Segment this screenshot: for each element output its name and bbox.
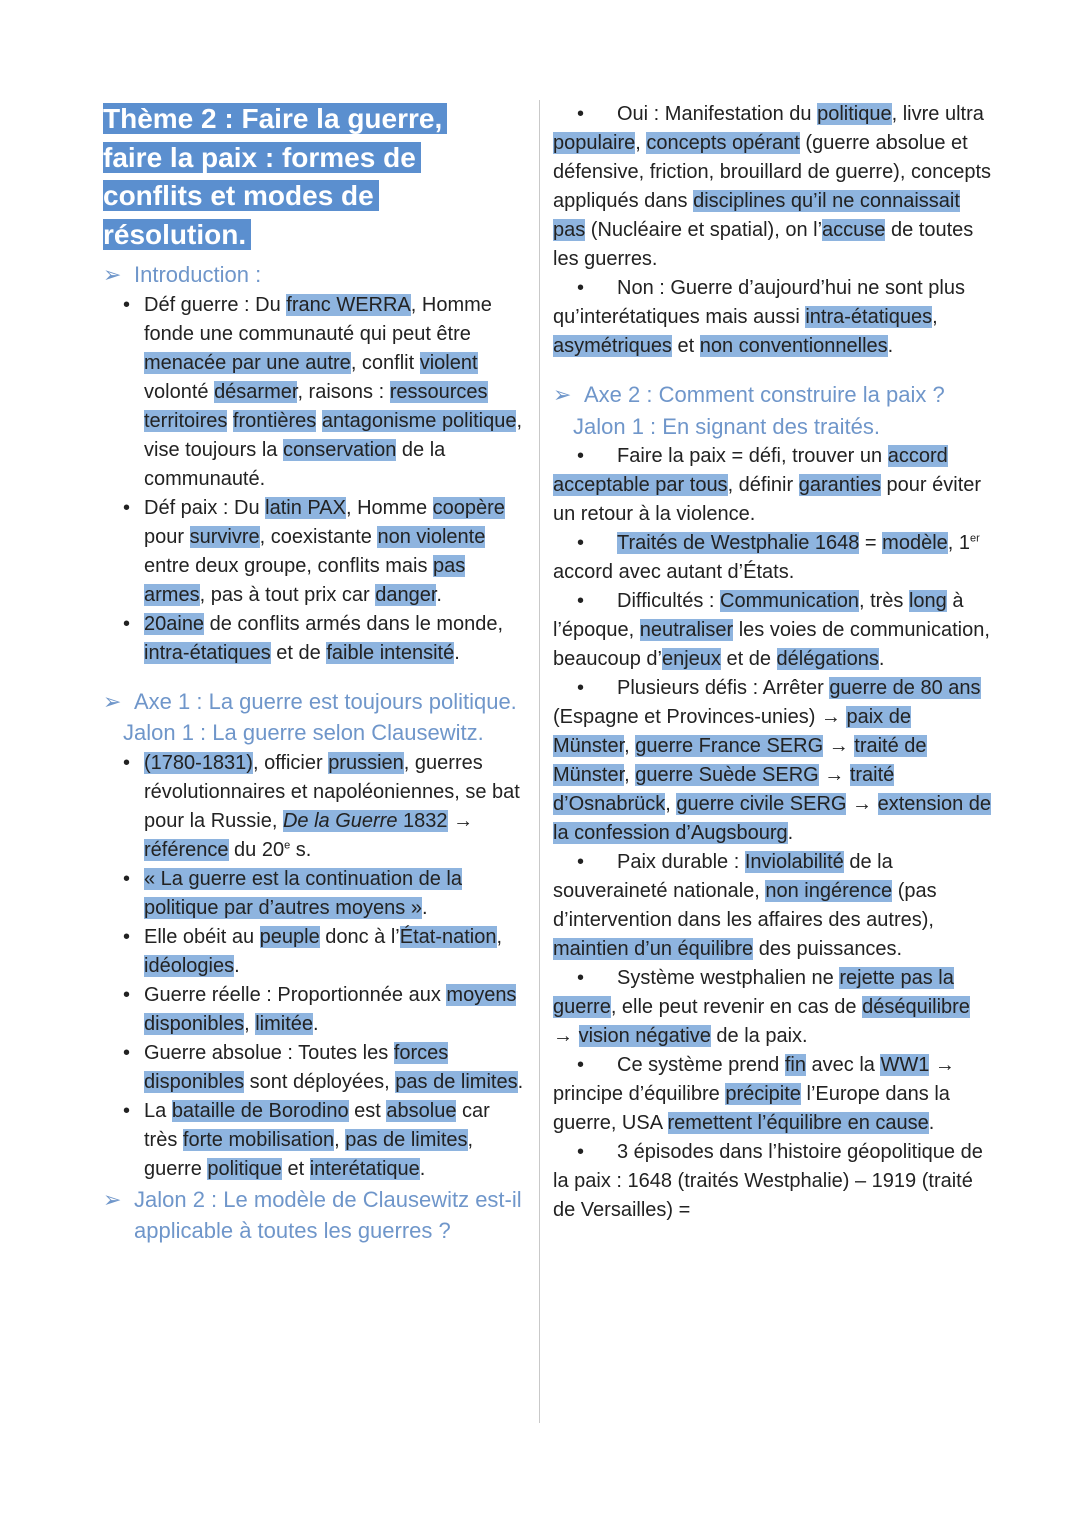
text-run: ,: [932, 306, 938, 328]
bullet-icon: •: [123, 1041, 131, 1064]
text-run: et de: [720, 648, 777, 670]
text-run: Guerre absolue : Toutes les: [144, 1041, 394, 1064]
highlighted-text: franc WERRA: [286, 293, 411, 316]
highlighted-text: modèle: [882, 532, 948, 554]
text-run: →: [447, 809, 474, 832]
highlighted-text: fin: [784, 1054, 806, 1076]
paragraph: [553, 587, 993, 674]
highlighted-text: intra-étatiques: [805, 306, 933, 328]
highlighted-text: pas armes: [144, 554, 466, 606]
text-run: Faire la paix = défi, trouver un: [617, 445, 888, 467]
item-text: [144, 497, 505, 606]
text-run: .: [234, 954, 240, 977]
text-run: .: [878, 648, 885, 670]
text-run: .: [419, 1157, 426, 1180]
highlighted-text: forces disponibles: [144, 1041, 449, 1093]
highlighted-text: paix de Münster: [553, 706, 911, 757]
text-run: et de: [270, 641, 327, 664]
bullet-icon: •: [577, 851, 585, 873]
text-run: , guerre: [144, 1128, 474, 1180]
highlighted-text: disciplines qu’il ne connaissait pas: [553, 190, 960, 241]
heading-jalon-2: ➢ Jalon 2 : Le modèle de Clausewitz est-il applicable à toutes les guerres ?: [103, 1184, 528, 1247]
text-run: (Espagne et Provinces-unies) →: [553, 706, 847, 728]
text-run: ,: [665, 793, 677, 815]
paragraph: [553, 1051, 993, 1138]
text-run: , livre ultra: [891, 103, 984, 125]
text-run: Plusieurs défis : Arrêter: [617, 677, 830, 699]
text-run: Elle obéit au: [144, 925, 260, 948]
top-paragraphs: [553, 100, 993, 361]
highlighted-text: guerre Suède SERG: [635, 764, 819, 786]
highlighted-text: déséquilibre: [862, 996, 970, 1018]
highlighted-text: moyens disponibles: [144, 983, 517, 1035]
list-item: [103, 1097, 528, 1184]
text-run: de la communauté.: [144, 438, 446, 490]
text-run: de la souveraineté nationale,: [553, 851, 893, 902]
bullet-icon: •: [577, 277, 585, 299]
text-run: ,: [624, 735, 636, 757]
item-text: [144, 752, 520, 861]
highlighted-text: traité de Münster: [553, 735, 927, 786]
highlighted-text: non conventionnelles: [699, 335, 888, 357]
superscript: e: [284, 838, 291, 851]
text-run: , elle peut revenir en cas de: [610, 996, 863, 1018]
paragraph: [553, 964, 993, 1051]
highlighted-text: latin PAX: [265, 496, 346, 519]
text-run: Guerre réelle : Proportionnée aux: [144, 983, 447, 1006]
text-run: s.: [290, 838, 312, 861]
list-item: [103, 749, 528, 865]
text-run: , définir: [727, 474, 799, 496]
bullet-icon: •: [577, 532, 585, 554]
item-text: [144, 294, 522, 490]
list-item: [103, 981, 528, 1039]
list-item: [103, 865, 528, 923]
text-run: .: [454, 641, 460, 664]
highlighted-text: accord acceptable par tous: [553, 445, 948, 496]
text-run: .: [517, 1070, 524, 1093]
list-item: [103, 494, 528, 610]
text-run: Difficultés :: [617, 590, 720, 612]
highlighted-text: guerre de 80 ans: [829, 677, 981, 699]
text-run: , 1: [947, 532, 971, 554]
highlighted-text: WW1: [880, 1054, 930, 1076]
bullet-icon: •: [577, 967, 585, 989]
list-item: [103, 923, 528, 981]
highlighted-text: (1780-1831): [144, 751, 253, 774]
text-run: .: [313, 1012, 319, 1035]
text-run: .: [787, 822, 794, 844]
text-run: (guerre absolue et défensive, friction, brouillard de guerre), concepts appliqués dans: [553, 132, 992, 212]
highlighted-text: traité d’Osnabrück: [553, 764, 895, 815]
highlighted-text: pas de limites: [345, 1128, 468, 1151]
text-run: La: [144, 1099, 172, 1122]
text-run: , pas à tout prix car: [199, 583, 376, 606]
text-run: →: [553, 1025, 579, 1047]
highlighted-text: frontières: [232, 409, 317, 432]
text-run: donc à l’: [319, 925, 400, 948]
text-run: →: [846, 793, 878, 815]
text-run: , coexistante: [259, 525, 378, 548]
bullet-icon: •: [123, 1099, 131, 1122]
paragraph: [553, 274, 993, 361]
text-run: .: [928, 1112, 935, 1134]
list-item: [103, 291, 528, 494]
title-line: Thème 2 : Faire la guerre,: [103, 103, 447, 134]
item-text: [144, 868, 462, 919]
highlighted-text: extension de la confession d’Augsbourg: [553, 793, 992, 844]
text-run: de conflits armés dans le monde,: [204, 612, 504, 635]
highlighted-text: 20aine: [144, 612, 205, 635]
text-run: des puissances.: [753, 938, 903, 960]
bullet-icon: •: [123, 496, 131, 519]
text-run: Ce système prend: [617, 1054, 785, 1076]
list-item: [103, 610, 528, 668]
bullet-icon: •: [123, 983, 131, 1006]
text-run: (Nucléaire et spatial), on l’: [585, 219, 823, 241]
bullet-icon: •: [123, 612, 131, 635]
highlighted-text: désarmer: [214, 380, 298, 403]
highlighted-text: long: [908, 590, 947, 612]
highlighted-text: État-nation: [399, 925, 497, 948]
text-run: à l’époque,: [553, 590, 964, 641]
text-run: , conflit: [350, 351, 420, 374]
bullet-icon: •: [577, 1141, 585, 1163]
bullet-icon: •: [577, 590, 585, 612]
paragraph: [553, 674, 993, 848]
text-run: pour: [144, 525, 190, 548]
highlighted-text: populaire: [553, 132, 636, 154]
highlighted-text: forte mobilisation: [182, 1128, 335, 1151]
list-item: [103, 1039, 528, 1097]
left-column: [103, 100, 528, 1247]
highlighted-text: garanties: [798, 474, 881, 496]
text-run: →: [823, 735, 855, 757]
paix-paragraphs: [553, 442, 993, 1225]
text-run: de toutes les guerres.: [553, 219, 974, 270]
heading-axe-2: ➢ Axe 2 : Comment construire la paix ?: [553, 379, 993, 411]
paragraph: [553, 442, 993, 529]
page-title: [103, 100, 528, 254]
column-divider: [539, 100, 540, 1423]
heading-jalon-1: Jalon 1 : La guerre selon Clausewitz.: [123, 720, 484, 745]
highlighted-text: concepts opérant: [646, 132, 800, 154]
bullet-icon: •: [577, 1054, 585, 1076]
highlighted-text: neutraliser: [639, 619, 734, 641]
text-run: Paix durable :: [617, 851, 745, 873]
paragraph: [553, 100, 993, 274]
title-line: résolution.: [103, 219, 251, 250]
text-run: entre deux groupe, conflits mais: [144, 554, 434, 577]
arrow-icon: ➢: [553, 382, 572, 407]
text-run: , raisons :: [297, 380, 390, 403]
highlighted-text: coopère: [432, 496, 505, 519]
item-text: [144, 1100, 490, 1180]
item-text: [144, 613, 503, 664]
text-run: Déf paix : Du: [144, 496, 266, 519]
highlighted-text: absolue: [386, 1099, 457, 1122]
highlighted-text: asymétriques: [553, 335, 672, 357]
heading-axe-1: ➢ Axe 1 : La guerre est toujours politique.: [103, 686, 528, 718]
highlighted-text: conservation: [282, 438, 397, 461]
highlighted-text: limitée: [255, 1012, 313, 1035]
highlighted-text: accuse: [822, 219, 886, 241]
text-run: ,: [624, 764, 636, 786]
text-run: .: [436, 583, 442, 606]
highlighted-text: non violente: [377, 525, 486, 548]
highlighted-text: pas de limites: [395, 1070, 518, 1093]
bullet-icon: •: [577, 103, 585, 125]
highlighted-text: Traités de Westphalie 1648: [617, 532, 860, 554]
text-run: car très: [144, 1099, 490, 1151]
right-column: [553, 100, 993, 1225]
highlighted-text: enjeux: [661, 648, 721, 670]
item-text: [144, 984, 516, 1035]
text-run: 3 épisodes dans l’histoire géopolitique de la paix : 1648 (traités Westphalie) – 1919 (traité de Versailles) =: [553, 1141, 983, 1221]
text-run: accord avec autant d’États.: [553, 561, 795, 583]
text-run: les voies de communication, beaucoup d’: [553, 619, 990, 670]
highlighted-text: guerre civile SERG: [676, 793, 847, 815]
highlighted-text: politique: [817, 103, 892, 125]
highlighted-text: référence: [144, 838, 229, 861]
text-run: et: [281, 1157, 310, 1180]
text-run: , officier: [252, 751, 329, 774]
highlighted-text: bataille de Borodino: [171, 1099, 349, 1122]
intro-list: [103, 291, 528, 668]
text-run: est: [348, 1099, 387, 1122]
arrow-icon: ➢: [103, 1186, 122, 1212]
paragraph: [553, 1138, 993, 1225]
highlighted-text: antagonisme politique: [321, 409, 517, 432]
highlighted-text: guerre France SERG: [635, 735, 824, 757]
text-run: (pas d’intervention dans les affaires des autres),: [553, 880, 937, 931]
highlighted-text: peuple: [259, 925, 320, 948]
text-run: =: [859, 532, 883, 554]
title-line: conflits et modes de: [103, 180, 379, 211]
highlighted-text: intra-étatiques: [144, 641, 271, 664]
text-run: ,: [334, 1128, 346, 1151]
heading-introduction: ➢ Introduction :: [103, 259, 528, 291]
text-run: .: [887, 335, 894, 357]
highlighted-text: De la Guerre: [282, 809, 398, 832]
highlighted-text: faible intensité: [326, 641, 455, 664]
text-run: sont déployées,: [244, 1070, 396, 1093]
item-text: [144, 1042, 523, 1093]
title-line: faire la paix : formes de: [103, 142, 421, 173]
text-run: , Homme: [345, 496, 433, 519]
bullet-icon: •: [123, 751, 131, 774]
highlighted-text: Communication: [720, 590, 859, 612]
text-run: Non : Guerre d’aujourd’hui ne sont plus qu’interétatiques mais aussi: [553, 277, 965, 328]
item-text: [144, 926, 502, 977]
highlighted-text: idéologies: [144, 954, 235, 977]
text-run: ,: [496, 925, 503, 948]
superscript: er: [970, 532, 980, 545]
text-run: → principe d’équilibre: [553, 1054, 955, 1105]
paragraph: [553, 529, 993, 587]
bullet-icon: •: [577, 677, 585, 699]
text-run: , Homme fonde une communauté qui peut être: [144, 293, 492, 345]
bullet-icon: •: [123, 867, 131, 890]
highlighted-text: territoires: [144, 409, 228, 432]
highlighted-text: violent: [419, 351, 478, 374]
text-run: ,: [635, 132, 647, 154]
text-run: →: [818, 764, 850, 786]
text-run: , guerres révolutionnaires et napoléoniennes, se bat pour la Russie,: [144, 751, 520, 832]
bullet-icon: •: [123, 925, 131, 948]
highlighted-text: non ingérence: [765, 880, 893, 902]
paragraph: [553, 848, 993, 964]
highlighted-text: interétatique: [309, 1157, 420, 1180]
text-run: du 20: [228, 838, 285, 861]
arrow-icon: ➢: [103, 688, 122, 714]
highlighted-text: délégations: [776, 648, 879, 670]
text-run: l’Europe dans la guerre, USA: [553, 1083, 950, 1134]
text-run: Déf guerre : Du: [144, 293, 287, 316]
highlighted-text: remettent l’équilibre en cause: [667, 1112, 929, 1134]
text-run: et: [671, 335, 700, 357]
text-run: , vise toujours la: [144, 409, 523, 461]
text-run: volonté: [144, 380, 215, 403]
arrow-icon: ➢: [103, 262, 122, 287]
text-run: avec la: [805, 1054, 881, 1076]
highlighted-text: ressources: [389, 380, 488, 403]
highlighted-text: menacée par une autre: [144, 351, 351, 374]
highlighted-text: vision négative: [578, 1025, 711, 1047]
bullet-icon: •: [577, 445, 585, 467]
text-run: de la paix.: [710, 1025, 808, 1047]
highlighted-text: politique: [207, 1157, 282, 1180]
highlighted-text: rejette pas la guerre: [553, 967, 954, 1018]
text-run: , très: [858, 590, 909, 612]
bullet-icon: •: [123, 293, 131, 316]
highlighted-text: 1832: [397, 809, 448, 832]
text-run: pour éviter un retour à la violence.: [553, 474, 982, 525]
heading-jalon-1-right: Jalon 1 : En signant des traités.: [573, 413, 880, 439]
highlighted-text: maintien d’un équilibre: [553, 938, 754, 960]
highlighted-text: danger: [375, 583, 437, 606]
highlighted-text: Inviolabilité: [744, 851, 844, 873]
text-run: Système westphalien ne: [617, 967, 840, 989]
highlighted-text: prussien: [328, 751, 404, 774]
highlighted-text: survivre: [189, 525, 260, 548]
highlighted-text: précipite: [725, 1083, 801, 1105]
jalon1-list: [103, 749, 528, 1184]
text-run: Oui : Manifestation du: [617, 103, 818, 125]
text-run: ,: [244, 1012, 256, 1035]
highlighted-text: « La guerre est la continuation de la politique par d’autres moyens »: [144, 867, 462, 919]
text-run: .: [421, 896, 428, 919]
